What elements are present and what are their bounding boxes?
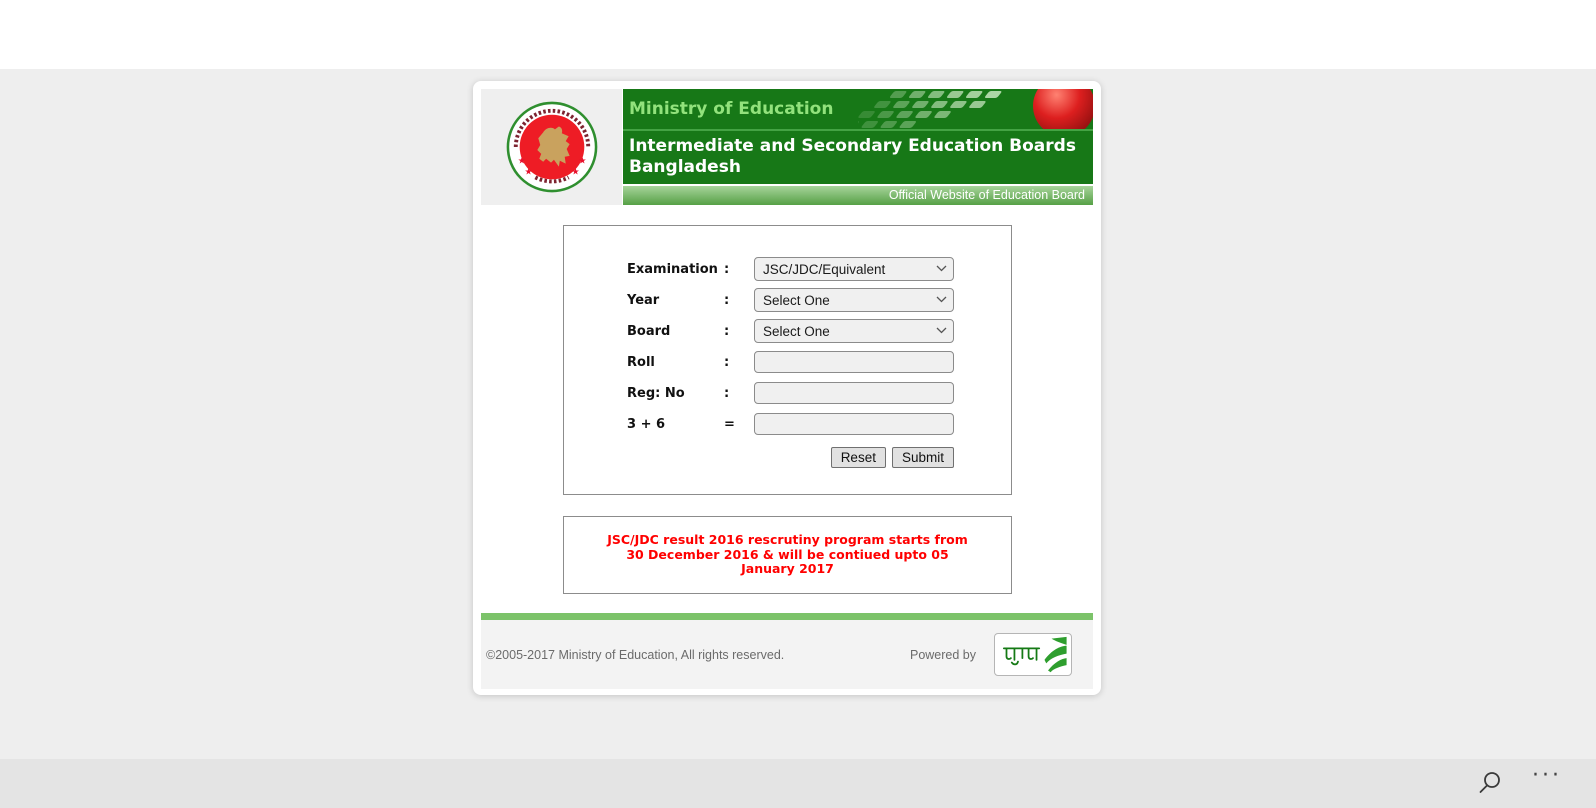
top-white-strip <box>0 0 1596 69</box>
svg-text:★: ★ <box>524 166 532 177</box>
card-footer <box>481 620 1093 689</box>
board-separator: : <box>724 323 730 339</box>
green-banner <box>623 89 1093 205</box>
form-row-regno <box>627 381 1011 405</box>
svg-text:★: ★ <box>571 166 579 177</box>
regno-separator: : <box>724 385 730 401</box>
footer-green-divider <box>481 613 1093 620</box>
copyright-text: ©2005-2017 Ministry of Education, All rights reserved. <box>486 647 785 662</box>
bangladesh-govt-emblem-icon <box>505 100 599 194</box>
examination-separator: : <box>724 261 730 277</box>
app-bottom-bar <box>0 759 1596 808</box>
rescrutiny-notice: JSC/JDC result 2016 rescrutiny program starts from 30 December 2016 & will be contiued upto 05 January 2017 <box>607 532 968 577</box>
more-options-icon[interactable]: ··· <box>1532 763 1562 788</box>
reset-button[interactable]: Reset <box>831 447 886 468</box>
year-separator: : <box>724 292 730 308</box>
regno-label: Reg: No <box>627 385 685 401</box>
form-row-captcha <box>627 412 1011 436</box>
form-buttons-row <box>627 447 954 468</box>
site-header <box>481 89 1093 205</box>
form-row-year <box>627 288 1011 312</box>
notice-box <box>563 516 1012 594</box>
boards-title: Intermediate and Secondary Education Boards Bangladesh <box>623 131 1093 184</box>
roll-input[interactable] <box>754 351 954 373</box>
ministry-title: Ministry of Education <box>629 99 834 119</box>
roll-separator: : <box>724 354 730 370</box>
board-label: Board <box>627 323 671 339</box>
svg-text:★: ★ <box>517 155 526 166</box>
powered-by-group <box>910 633 1093 676</box>
result-search-form <box>563 225 1012 495</box>
govt-emblem-box <box>481 89 622 205</box>
teletalk-logo-icon <box>997 636 1069 674</box>
powered-by-label: Powered by <box>909 647 976 662</box>
form-row-examination <box>627 257 1011 281</box>
submit-button[interactable]: Submit <box>892 447 954 468</box>
svg-text:★: ★ <box>577 155 586 166</box>
examination-label: Examination <box>627 261 718 277</box>
roll-label: Roll <box>627 354 655 370</box>
board-select[interactable] <box>754 319 954 343</box>
examination-select[interactable] <box>754 257 954 281</box>
year-select[interactable] <box>754 288 954 312</box>
teletalk-logo[interactable] <box>994 633 1072 676</box>
official-website-strip: Official Website of Education Board <box>623 186 1093 205</box>
banner-top-row <box>623 89 1093 131</box>
regno-input[interactable] <box>754 382 954 404</box>
search-icon[interactable] <box>1476 769 1504 797</box>
year-label: Year <box>627 292 660 308</box>
captcha-answer-input[interactable] <box>754 413 954 435</box>
form-row-board <box>627 319 1011 343</box>
captcha-equals-separator: = <box>724 416 735 432</box>
form-row-roll <box>627 350 1011 374</box>
captcha-question-label: 3 + 6 <box>627 416 666 432</box>
results-card <box>473 81 1101 695</box>
